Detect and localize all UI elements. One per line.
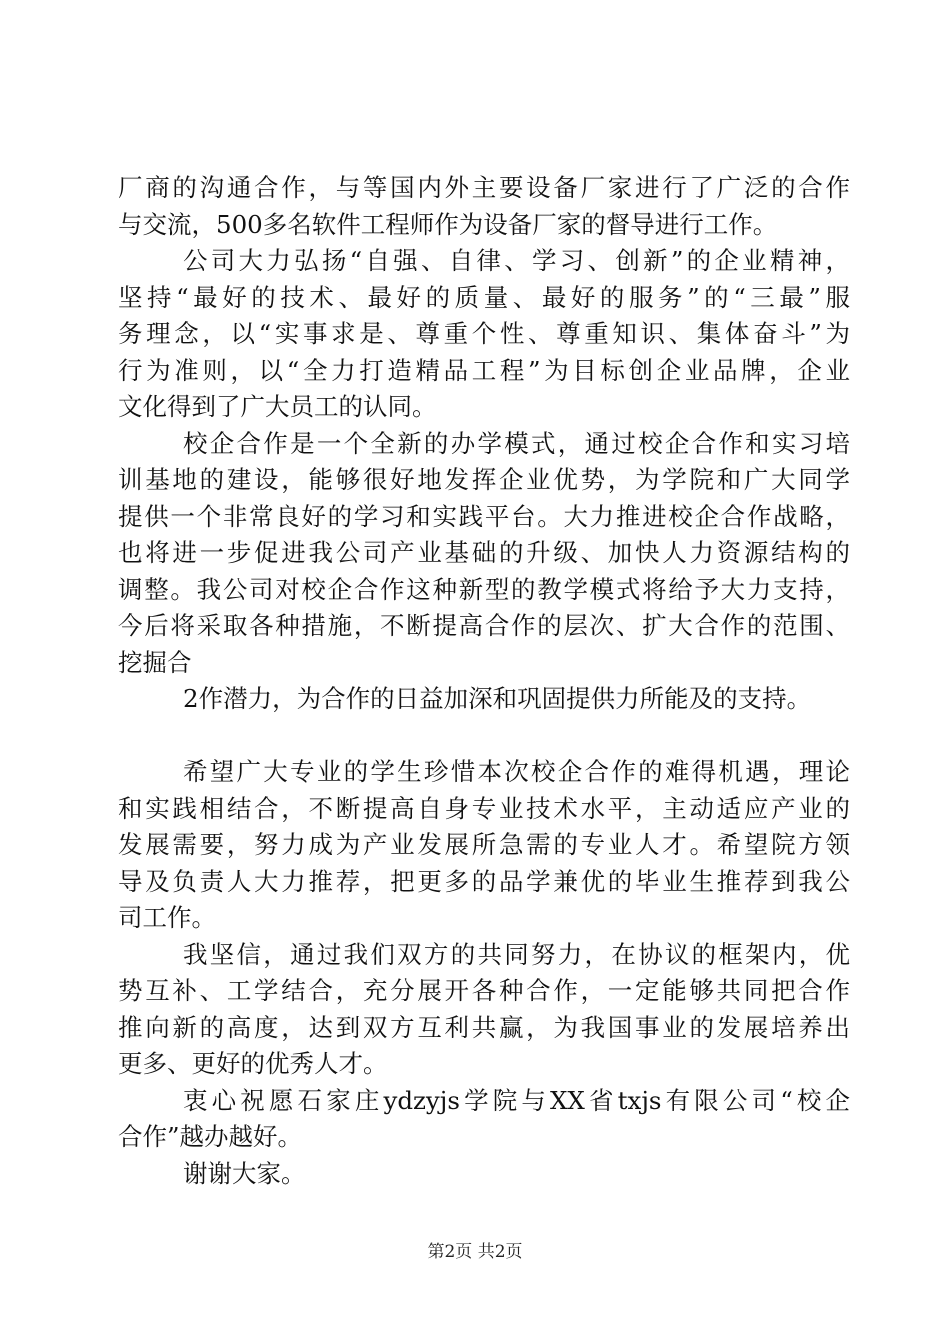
- paragraph-first-line: 2作潜力，为合作的日益加深和巩固提供力所能及的支持。: [183, 684, 812, 713]
- body-line: 训基地的建设，能够很好地发挥企业优势，为学院和广大同学: [118, 465, 850, 494]
- body-line: 挖掘合: [118, 647, 192, 677]
- body-line: 推向新的高度，达到双方互利共赢，为我国事业的发展培养出: [118, 1012, 850, 1042]
- document-body: [118, 170, 850, 1192]
- body-line: 导及负责人大力推荐，把更多的品学兼优的毕业生推荐到我公: [118, 866, 850, 896]
- paragraph-first-line: 衷心祝愿石家庄ydzyjs学院与XX省txjs有限公司“校企: [183, 1085, 850, 1115]
- paragraph-gap: [118, 718, 850, 755]
- body-line: 提供一个非常良好的学习和实践平台。大力推进校企合作战略，: [118, 501, 850, 531]
- closing-line: 谢谢大家。: [183, 1158, 306, 1188]
- body-line: 势互补、工学结合，充分展开各种合作，一定能够共同把合作: [118, 976, 850, 1005]
- body-line: 发展需要，努力成为产业发展所急需的专业人才。希望院方领: [118, 830, 850, 859]
- paragraph-first-line: 我坚信，通过我们双方的共同努力，在协议的框架内，优: [183, 939, 850, 969]
- body-line: 司工作。: [118, 903, 216, 932]
- paragraph-first-line: 校企合作是一个全新的办学模式，通过校企合作和实习培: [183, 428, 850, 458]
- body-line: 厂商的沟通合作，与等国内外主要设备厂家进行了广泛的合作: [118, 173, 850, 202]
- body-line: 和实践相结合，不断提高自身专业技术水平，主动适应产业的: [118, 793, 850, 823]
- body-line: 与交流，500多名软件工程师作为设备厂家的督导进行工作。: [118, 209, 778, 239]
- body-line: 更多、更好的优秀人才。: [118, 1049, 388, 1078]
- body-line: 也将进一步促进我公司产业基础的升级、加快人力资源结构的: [118, 538, 850, 567]
- paragraph-first-line: 希望广大专业的学生珍惜本次校企合作的难得机遇，理论: [183, 757, 850, 786]
- body-line: 今后将采取各种措施，不断提高合作的层次、扩大合作的范围、: [118, 611, 850, 640]
- body-line: 务理念，以“实事求是、尊重个性、尊重知识、集体奋斗”为: [118, 319, 850, 348]
- body-line: 行为准则，以“全力打造精品工程”为目标创企业品牌，企业: [118, 355, 850, 385]
- body-line: 文化得到了广大员工的认同。: [118, 392, 437, 421]
- body-line: 合作”越办越好。: [118, 1122, 303, 1151]
- page-number-footer: 第2页 共2页: [427, 1242, 523, 1262]
- paragraph-first-line: 公司大力弘扬“自强、自律、学习、创新”的企业精神，: [183, 246, 850, 275]
- body-line: 调整。我公司对校企合作这种新型的教学模式将给予大力支持，: [118, 574, 850, 604]
- body-line: 坚持“最好的技术、最好的质量、最好的服务”的“三最”服: [118, 282, 850, 312]
